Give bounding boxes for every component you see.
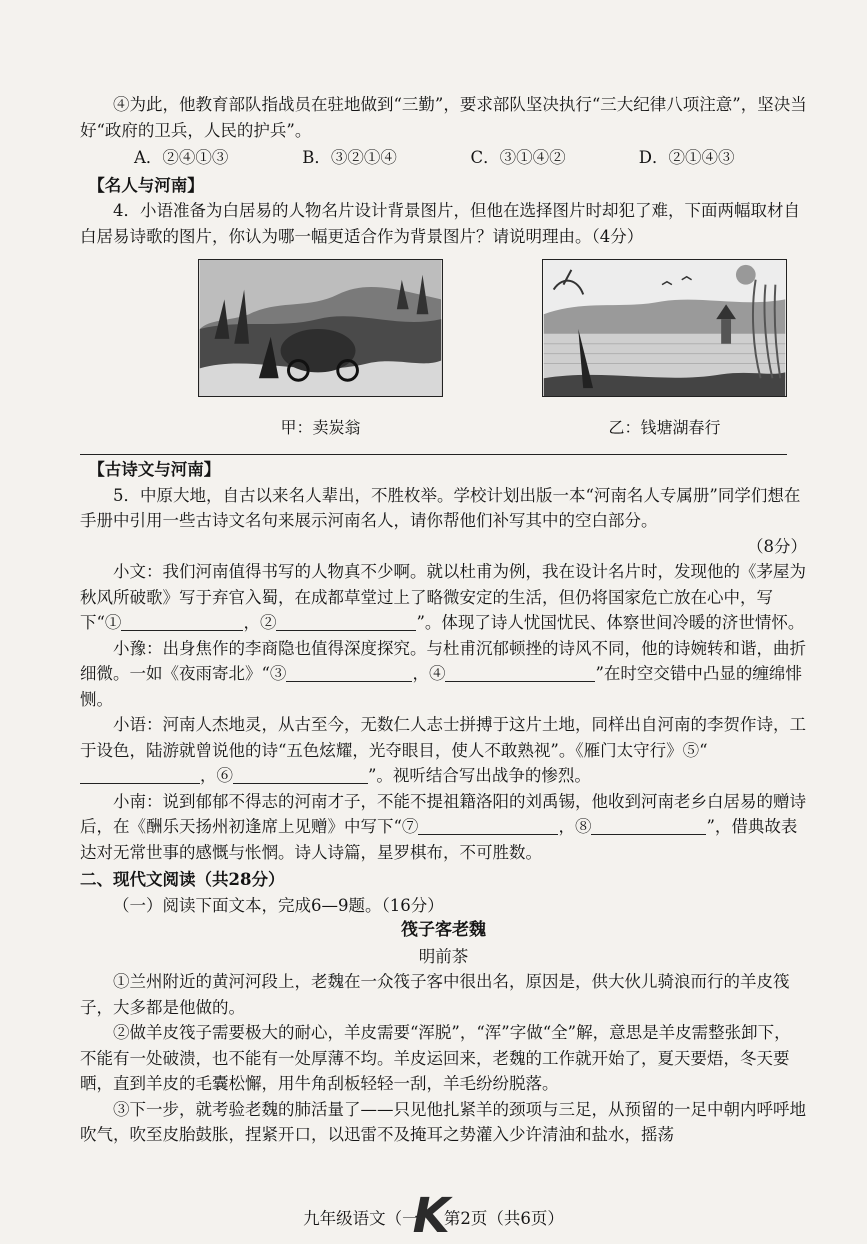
xiaowen-text-b: ”。体现了诗人忧国忧民、体察世间冷暖的济世情怀。 [416,613,805,632]
blank-1[interactable] [121,612,243,631]
xiaonan-text-a: 小南：说到郁郁不得志的河南才子，不能不提祖籍洛阳的刘禹锡，他收到河南老乡白居易的赠诗后，在《酬乐天扬州初逢席上见赠》中写下“⑦ [80,791,806,836]
xiaoyu-text-a: 小豫：出身焦作的李商隐也值得深度探究。与杜甫沉郁顿挫的诗风不同，他的诗婉转和谐，曲折细微。一如《夜雨寄北》“③ [80,638,806,683]
blank-7[interactable] [418,816,558,835]
xiaowen-text-a: 小文：我们河南值得书写的人物真不少啊。就以杜甫为例，我在设计名片时，发现他的《茅屋为秋风所破歌》写于弃官入蜀，在成都草堂过上了略微安定的生活，但仍将国家危亡放在心中，写下“① [80,562,806,632]
blank-8[interactable] [591,816,706,835]
xiaonan-sep: ，⑧ [558,817,592,836]
section-heading-mingren: 【名人与河南】 [88,175,204,195]
option-b: B．③②①④ [302,148,397,167]
xiaonan-text-b: ”，借典故表达对无常世事的感慨与怅惘。诗人诗篇，星罗棋布，不可胜数。 [80,817,798,862]
xiaoyu2-text-b: ”。视听结合写出战争的惨烈。 [368,766,591,785]
option-c: C．③①④② [470,148,566,167]
image-row [80,259,807,440]
article-title: 筏子客老魏 [401,920,486,940]
paragraph-xiaonan [80,789,807,866]
caption-yi: 乙：钱塘湖春行 [608,417,721,437]
xiaoyu-sep: ，④ [412,664,446,683]
q3-item4: ④为此，他教育部队指战员在驻地做到“三勤”，要求部队坚决执行“三大纪律八项注意”，坚决当好“政府的卫兵，人民的护兵”。 [80,95,807,140]
option-a: A．②④①③ [134,148,229,167]
part2-heading: 二、现代文阅读（共28分） [80,870,285,889]
figure-jia [198,259,443,440]
section-heading-gushiwen: 【古诗文与河南】 [88,460,221,479]
paragraph-xiaowen [80,559,807,636]
article-paragraph-2: ②做羊皮筏子需要极大的耐心，羊皮需要“浑脱”，“浑”字做“全”解，意思是羊皮需整张卸下，不能有一处破溃，也不能有一处厚薄不均。羊皮运回来，老魏的工作就开始了，夏天要焐，冬天要晒，直到羊皮的毛囊松懈，用牛角刮板轻轻一刮，羊毛纷纷脱落。 [80,1023,791,1093]
blank-2[interactable] [276,612,416,631]
question-5: 5．中原大地，自古以来名人辈出，不胜枚举。学校计划出版一本“河南名人专属册”同学们想在手册中引用一些古诗文名句来展示河南名人，请你帮他们补写其中的空白部分。 [80,485,801,530]
q3-options [80,145,807,171]
xiaoyu2-sep: ，⑥ [200,766,233,785]
paragraph-xiaoyu2 [80,712,807,789]
article-paragraph-3: ③下一步，就考验老魏的肺活量了——只见他扎紧羊的颈项与三足，从预留的一足中朝内呼呼地吹气，吹至皮胎鼓胀，捏紧开口，以迅雷不及掩耳之势灌入少许清油和盐水，摇荡 [80,1099,806,1144]
watermark-logo: K [412,1188,450,1244]
article-author: 明前茶 [418,946,469,966]
question-5-score: （8分） [747,536,807,556]
xiaoyu-text-b: ”在时空交错中凸显的缠绵悱恻。 [80,664,802,709]
figure-yi [542,259,787,440]
caption-jia: 甲：卖炭翁 [280,417,361,437]
xiaowen-sep: ，② [243,613,277,632]
question-4: 4．小语准备为白居易的人物名片设计背景图片，但他在选择图片时却犯了难，下面两幅取材自白居易诗歌的图片，你认为哪一幅更适合作为背景图片？请说明理由。（4分） [80,201,800,246]
paragraph-xiaoyu [80,636,807,713]
xiaoyu2-text-a: 小语：河南人杰地灵，从古至今，无数仁人志士拼搏于这片土地，同样出自河南的李贺作诗，工于设色，陆游就曾说他的诗“五色炫耀，光夺眼目，使人不敢熟视”。《雁门太守行》⑤“ [80,715,806,760]
blank-4[interactable] [445,663,595,682]
blank-6[interactable] [233,765,368,784]
charcoal-seller-picture [198,259,443,397]
footer-page-number: 第2页（共6页） [443,1209,564,1228]
option-d: D．②①④③ [638,148,735,167]
article-paragraph-1: ①兰州附近的黄河河段上，老魏在一众筏子客中很出名，原因是，供大伙儿骑浪而行的羊皮筏子，大多都是他做的。 [80,972,790,1017]
blank-3[interactable] [286,663,412,682]
footer-left: 九年级语文（一 [303,1209,419,1228]
part2-sub: （一）阅读下面文本，完成6—9题。（16分） [113,895,444,915]
blank-5[interactable] [80,765,200,784]
qiantang-lake-picture [542,259,787,397]
divider [80,454,787,455]
